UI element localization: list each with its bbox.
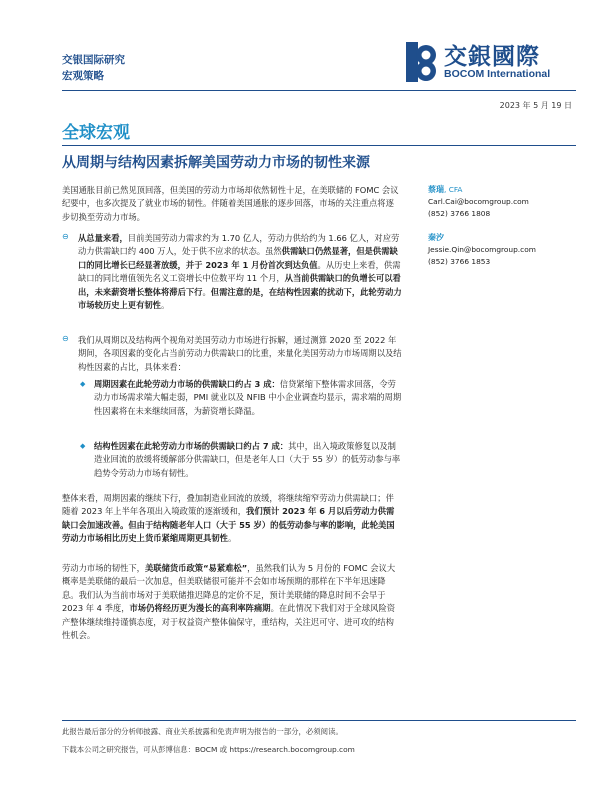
policy-bold-2: 市场仍将经历更为漫长的高利率阵痛期 xyxy=(129,603,271,614)
sub-bullet-cyclical xyxy=(94,378,402,418)
policy-text-1: 劳动力市场的韧性下， xyxy=(62,563,145,573)
report-date: 2023 年 5 月 19 日 xyxy=(499,101,572,110)
bullet-method-text: 我们从周期以及结构两个视角对美国劳动力市场进行拆解，通过测算 2020 至 2022 年期间，各项因素的变化占当前劳动力供需缺口的比重，来量化美国劳动力市场周期以及结构性因素的占比，具体来看： xyxy=(78,335,402,372)
download-notice: 下载本公司之研究报告，可从彭博信息：BOCM 或 https://research.bocomgroup.com xyxy=(62,745,355,754)
bullet-method xyxy=(78,334,402,374)
bocom-logo xyxy=(404,38,584,86)
policy-bold-1: 美联储货币政策“易紧难松” xyxy=(144,563,248,573)
analyst-card-2 xyxy=(428,232,578,268)
summary-text-1: 整体来看，周期因素的继续下行，叠加制造业回流的放缓，将继续缩窄劳动力供需缺口；伴随着 2023 年上半年各项出入境政策的逐渐缓和， xyxy=(62,493,394,517)
analyst-name: 秦汐 xyxy=(428,233,444,242)
sub-structural-text: 其中，出入境政策修复以及制造业回流的放缓将缓解部分供需缺口，但是老年人口（大于 55 岁）的低劳动参与率趋势令劳动力市场有韧性。 xyxy=(94,441,401,478)
bullet-total-bold-1: 供需缺口仍然显著，但是供需缺口的同比增长已经显著放缓，并于 2023 年 1 月份首次到达负值 xyxy=(78,246,398,270)
circled-minus-icon: ⊖ xyxy=(62,334,69,343)
header-rule xyxy=(62,90,576,91)
analyst-credential: , CFA xyxy=(444,185,463,194)
sub-structural-lead: 结构性因素在此轮劳动力市场的供需缺口约占 7 成： xyxy=(94,441,289,451)
policy-paragraph xyxy=(62,562,402,642)
series-name: 宏观策略 xyxy=(62,70,104,82)
analyst-phone: (852) 3766 1808 xyxy=(428,209,491,218)
sub-cyclical-lead: 周期因素在此轮劳动力市场的供需缺口约占 3 成： xyxy=(94,379,280,389)
logo-chinese-name: 交銀國際 xyxy=(444,43,540,70)
bocom-logo-mark-icon xyxy=(404,40,440,84)
bullet-total xyxy=(78,232,402,312)
bullet-total-text-4: 。 xyxy=(160,300,170,311)
policy-text-2: ，虽然我们认为 5 月份的 FOMC 会议大概率是美联储的最后一次加息，但美联储很可能并不会如市场预期的那样在下半年迅速降息。我们认为当前市场对于美联储推迟降息的定价不足，预计美联储的降息时间不会早于 2023 年 4 季度， xyxy=(62,563,396,614)
analyst-email[interactable]: Carl.Cai@bocomgroup.com xyxy=(428,197,529,206)
intro-text: 美国通胀目前已然见顶回落，但美国的劳动力市场却依然韧性十足，在美联储的 FOMC 会议纪要中，也多次提及了就业市场的韧性。伴随着美国通胀的逐步回落，市场的关注重点将逐步切换至劳动力市场。 xyxy=(62,185,399,222)
section-rule xyxy=(62,145,576,146)
section-title: 全球宏观 xyxy=(62,123,130,143)
analyst-email[interactable]: Jessie.Qin@bocomgroup.com xyxy=(428,245,536,254)
logo-english-name: BOCOM International xyxy=(444,68,551,80)
bullet-total-bold-2: 从当前供需缺口的负增长可以看出，未来薪资增长整体将滞后下行 xyxy=(78,273,401,297)
bullet-total-lead: 从总量来看， xyxy=(78,233,128,243)
bullet-total-text-3: 。 xyxy=(202,286,211,297)
sub-cyclical-text: 信贷紧缩下整体需求回落，令劳动力市场需求端大幅走弱，PMI 就业以及 NFIB 中小企业调查均显示，需求端的周期性因素将在未来继续回落，为薪资增长降温。 xyxy=(94,379,402,416)
summary-text-2: 。 xyxy=(227,533,237,544)
summary-paragraph xyxy=(62,492,402,546)
headline: 从周期与结构因素拆解美国劳动力市场的韧性来源 xyxy=(62,155,370,171)
sub-bullet-structural xyxy=(94,440,402,480)
policy-text-3: 。在此情况下我们对于全球风险资产整体继续维持谨慎态度，对于权益资产整体偏保守，重结构，关注迟可守、进可攻的结构性机会。 xyxy=(62,603,396,641)
analyst-card-1 xyxy=(428,184,578,220)
summary-bold-1: 我们预计 2023 年 6 月以后劳动力供需缺口会加速改善。但由于结构随老年人口（大于 55 岁）的低劳动参与率的影响，此轮美国劳动力市场相比历史上货币紧缩周期更具韧性 xyxy=(62,506,395,544)
bullet-total-bold-3: 但需注意的是，在结构性因素的扰动下，此轮劳动力市场较历史上更有韧性 xyxy=(78,286,402,311)
diamond-icon: ◆ xyxy=(80,442,86,450)
disclosure-notice: 此报告最后部分的分析师披露、商业关系披露和免责声明为报告的一部分，必须阅读。 xyxy=(62,727,343,736)
diamond-icon: ◆ xyxy=(80,380,86,388)
org-name: 交银国际研究 xyxy=(62,54,125,66)
analyst-phone: (852) 3766 1853 xyxy=(428,257,491,266)
footer-rule xyxy=(62,720,576,721)
analyst-name: 蔡瑞 xyxy=(428,185,444,194)
bullet-total-text-2: 。从历史上来看，供需缺口的同比增值领先名义工资增长中位数平均 11 个月， xyxy=(78,259,401,284)
circled-minus-icon: ⊖ xyxy=(62,232,69,241)
intro-paragraph xyxy=(62,184,402,224)
bullet-total-text-1: 目前美国劳动力需求约为 1.70 亿人，劳动力供给约为 1.66 亿人，对应劳动力供需缺口约 400 万人，处于供不应求的状态。虽然 xyxy=(78,233,400,257)
